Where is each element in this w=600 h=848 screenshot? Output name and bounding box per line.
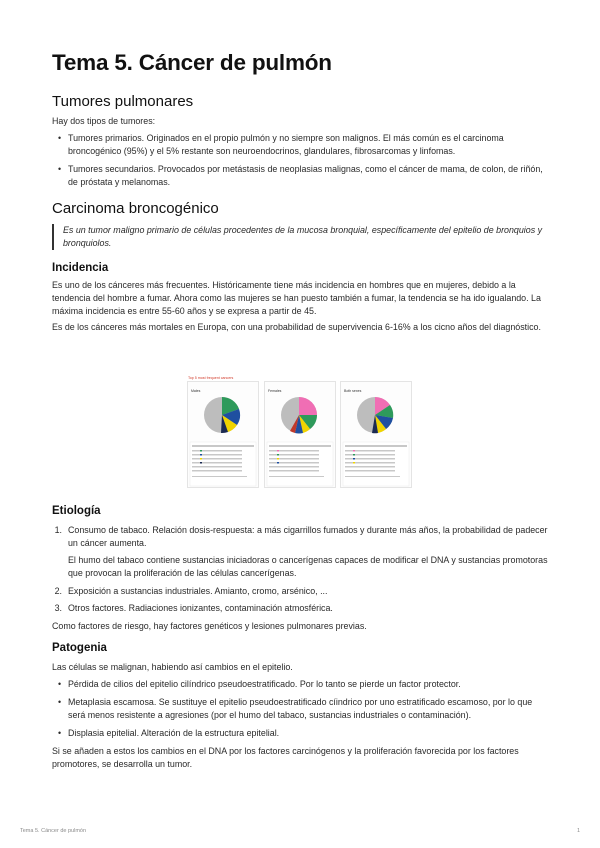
page-number: 1 [576,828,580,834]
section-heading-tumores: Tumores pulmonares [52,93,194,110]
cancer-incidence-figure [187,376,412,488]
definition-quote: Es un tumor maligno primario de células procedentes de la mucosa bronquial, específicamente del epitelio de bronquios y bronquiolos. [52,224,550,250]
panel-label: Both sexes [344,389,362,393]
list-number: 3. [54,603,62,613]
heading-etiologia: Etiología [52,505,101,517]
panel-label: Females [268,389,282,393]
paragraph: Las células se malignan, habiendo así cambios en el epitelio. [52,662,293,672]
bullet-dot: • [58,164,62,174]
list-number: 1. [54,525,62,535]
section-intro: Hay dos tipos de tumores: [52,116,156,126]
page-title: Tema 5. Cáncer de pulmón [52,50,332,75]
paragraph: Es uno de los cánceres más frecuentes. Históricamente tiene más incidencia en hombres que en mujeres, debido a la tendencia del hombre a fumar. Ahora como las mujeres se han puesto también a fumar, la tendencia se ha ido igualando. La máxima incidencia es entre 55-60 años y se expresa a partir de 45. [52,280,541,316]
paragraph: Como factores de riesgo, hay factores genéticos y lesiones pulmonares previas. [52,621,367,631]
panel-label: Males [191,389,201,393]
list-item-extra: El humo del tabaco contiene sustancias iniciadoras o cancerígenas capaces de modificar el DNA y sustancias promotoras que provocan la proliferación de las células cancerígenas. [68,555,548,578]
section-heading-carcinoma: Carcinoma broncogénico [52,200,219,217]
list-number: 2. [54,586,62,596]
figure-panel-females [264,381,336,488]
figure-panel-both [340,381,412,488]
bullet-dot: • [58,728,62,738]
paragraph: Es de los cánceres más mortales en Europa, con una probabilidad de supervivencia 6-16% a los cicno años del diagnóstico. [52,322,541,332]
bullet-dot: • [58,679,62,689]
bullet-dot: • [58,697,62,707]
pie-chart-males [188,382,258,487]
bullet-dot: • [58,133,62,143]
footer-title: Tema 5. Cáncer de pulmón [20,828,87,834]
figure-panel-males [187,381,259,488]
heading-patogenia: Patogenia [52,642,107,654]
pie-chart-females [265,382,335,487]
heading-incidencia: Incidencia [52,262,109,274]
figure-title: Top 5 most frequent cancers [188,375,234,380]
pie-chart-both-sexes [341,382,411,487]
paragraph: Si se añaden a estos los cambios en el DNA por los factores carcinógenos y la proliferación favorecida por los factores promotores, se desarrolla un tumor. [52,746,519,769]
